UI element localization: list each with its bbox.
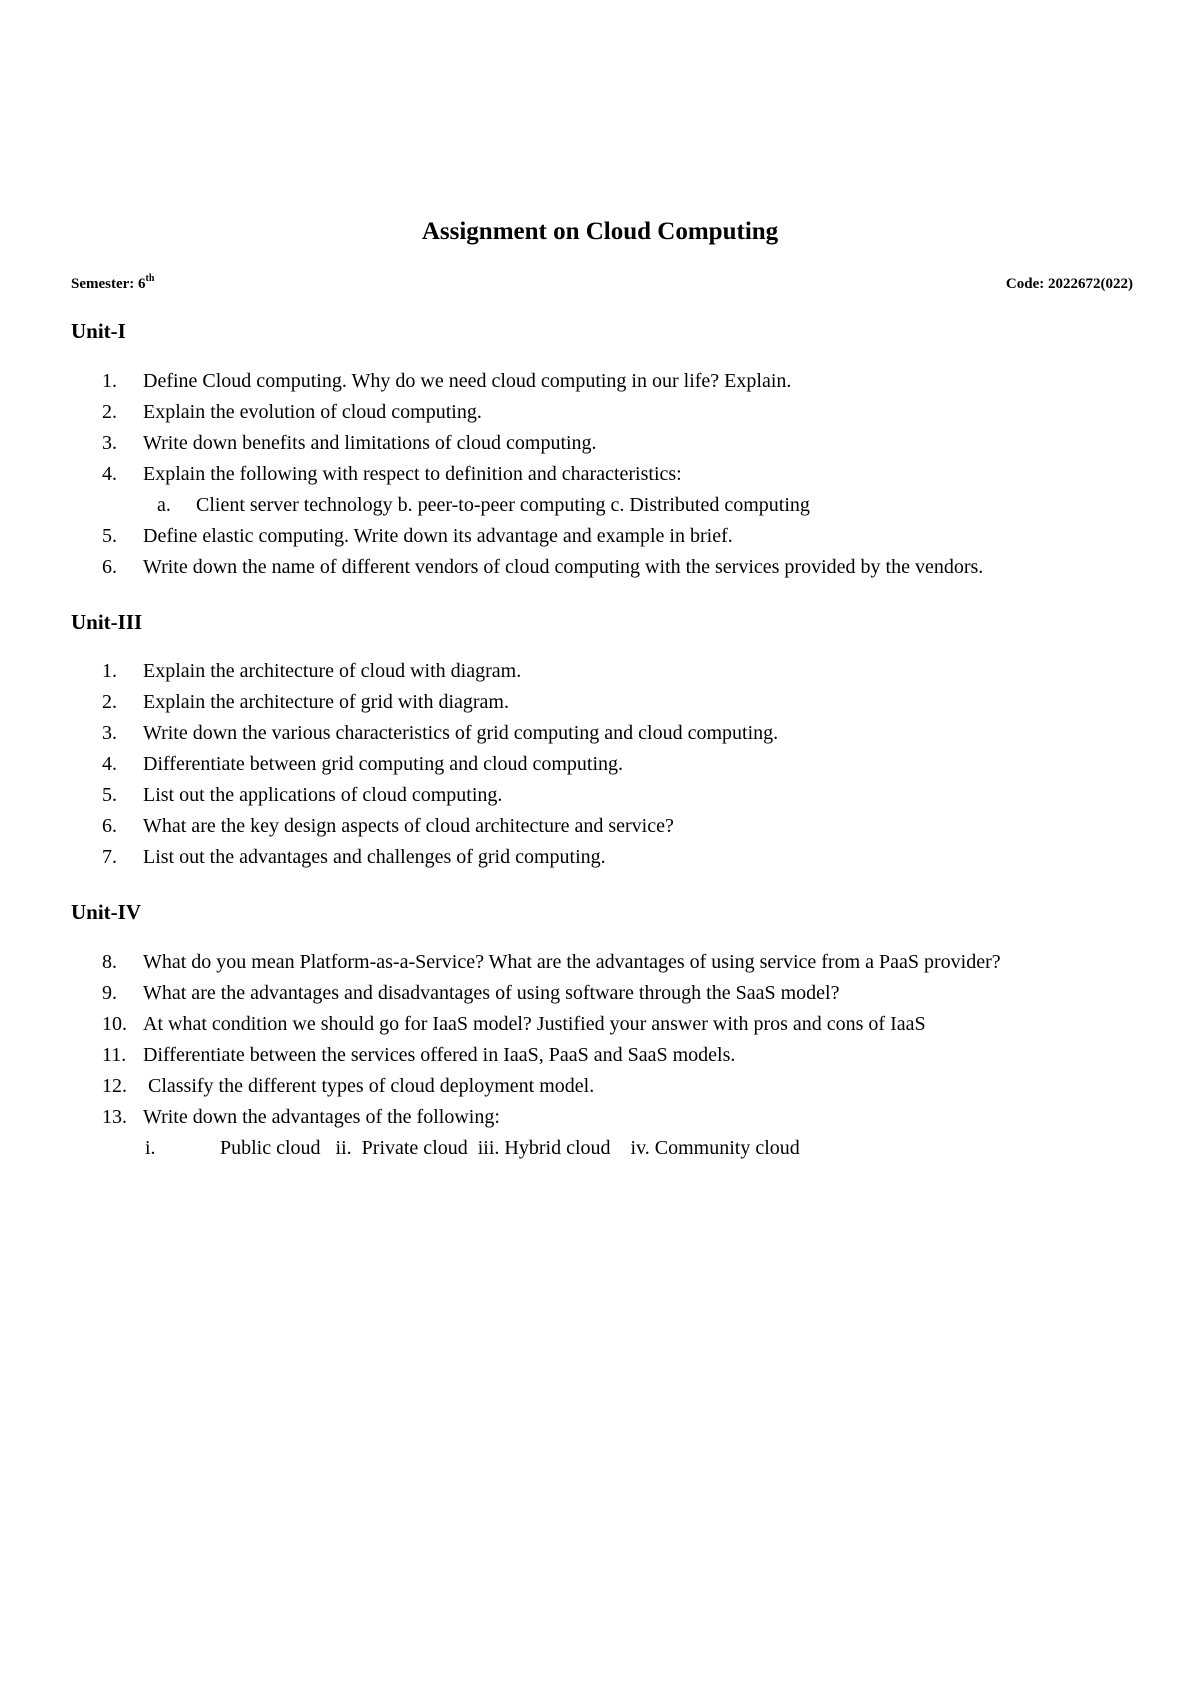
list-item: [0, 1040, 1080, 1071]
list-item: [0, 656, 1080, 687]
item-text: Differentiate between grid computing and cloud computing.: [143, 753, 624, 775]
unit-3-heading: Unit-III: [71, 610, 143, 634]
item-text: Explain the architecture of grid with diagram.: [143, 691, 509, 713]
course-code: Code: 2022672(022): [1005, 276, 1133, 292]
item-number: 1.: [102, 660, 117, 682]
sub-list-item: [0, 490, 1080, 521]
item-number: 11.: [102, 1044, 127, 1066]
semester-label: [71, 274, 154, 294]
list-item: [0, 428, 1080, 459]
item-number: 4.: [102, 463, 117, 485]
item-number: 1.: [102, 370, 117, 392]
item-text: Write down benefits and limitations of cloud computing.: [143, 432, 597, 454]
list-item: [0, 842, 1080, 873]
unit-4-heading: Unit-IV: [71, 900, 142, 924]
unit-4-questions: [0, 947, 1080, 1164]
list-item: [0, 1071, 1080, 1102]
item-text: Write down the advantages of the following:: [143, 1106, 500, 1128]
list-item: [0, 811, 1080, 842]
item-number: 5.: [102, 525, 117, 547]
item-text: Public cloud ii. Private cloud iii. Hybrid cloud iv. Community cloud: [220, 1137, 800, 1159]
item-text: Write down the name of different vendors of cloud computing with the services provided by the vendors.: [143, 556, 984, 578]
item-text: What are the key design aspects of cloud architecture and service?: [143, 815, 674, 837]
item-number: a.: [157, 494, 171, 516]
unit-1-questions: [0, 366, 1080, 583]
item-text: Client server technology b. peer-to-peer computing c. Distributed computing: [196, 494, 810, 516]
document-title: Assignment on Cloud Computing: [421, 218, 779, 245]
list-item: [0, 521, 1080, 552]
unit-1-heading: Unit-I: [71, 319, 126, 343]
semester-superscript: th: [145, 273, 155, 284]
item-text: Explain the architecture of cloud with diagram.: [143, 660, 522, 682]
list-item: [0, 718, 1080, 749]
item-number: 6.: [102, 815, 117, 837]
list-item: [0, 1102, 1080, 1133]
item-number: 3.: [102, 432, 117, 454]
item-number: 12.: [102, 1075, 127, 1097]
item-text: Explain the evolution of cloud computing.: [143, 401, 482, 423]
item-number: 6.: [102, 556, 117, 578]
item-text: What are the advantages and disadvantages of using software through the SaaS model?: [143, 982, 840, 1004]
item-text: Write down the various characteristics of grid computing and cloud computing.: [143, 722, 779, 744]
item-number: 8.: [102, 951, 117, 973]
item-text: List out the advantages and challenges of grid computing.: [143, 846, 606, 868]
item-number: 13.: [102, 1106, 127, 1128]
item-text: Classify the different types of cloud deployment model.: [143, 1075, 595, 1097]
item-number: 2.: [102, 401, 117, 423]
item-number: 7.: [102, 846, 117, 868]
list-item: [0, 1009, 1080, 1040]
item-text: At what condition we should go for IaaS model? Justified your answer with pros and cons of IaaS: [143, 1013, 926, 1035]
item-number: 2.: [102, 691, 117, 713]
item-number: i.: [145, 1137, 156, 1159]
item-text: Define Cloud computing. Why do we need cloud computing in our life? Explain.: [143, 370, 792, 392]
sub-list-item: [0, 1133, 1080, 1164]
item-text: Explain the following with respect to definition and characteristics:: [143, 463, 682, 485]
item-number: 5.: [102, 784, 117, 806]
list-item: [0, 749, 1080, 780]
list-item: [0, 947, 1043, 978]
item-text: List out the applications of cloud computing.: [143, 784, 503, 806]
list-item: [0, 459, 1080, 490]
item-number: 10.: [102, 1013, 127, 1035]
list-item: [0, 366, 1080, 397]
item-number: 4.: [102, 753, 117, 775]
list-item: [0, 978, 1080, 1009]
list-item: [0, 780, 1080, 811]
list-item: [0, 397, 1080, 428]
item-text: Define elastic computing. Write down its advantage and example in brief.: [143, 525, 733, 547]
semester-text: Semester: 6: [71, 276, 146, 292]
item-text: Differentiate between the services offered in IaaS, PaaS and SaaS models.: [143, 1044, 736, 1066]
unit-3-questions: [0, 656, 1080, 873]
list-item: [0, 687, 1080, 718]
list-item: [0, 552, 1080, 583]
item-number: 9.: [102, 982, 117, 1004]
item-text: What do you mean Platform-as-a-Service? What are the advantages of using service from a PaaS provider?: [143, 951, 1001, 973]
item-number: 3.: [102, 722, 117, 744]
